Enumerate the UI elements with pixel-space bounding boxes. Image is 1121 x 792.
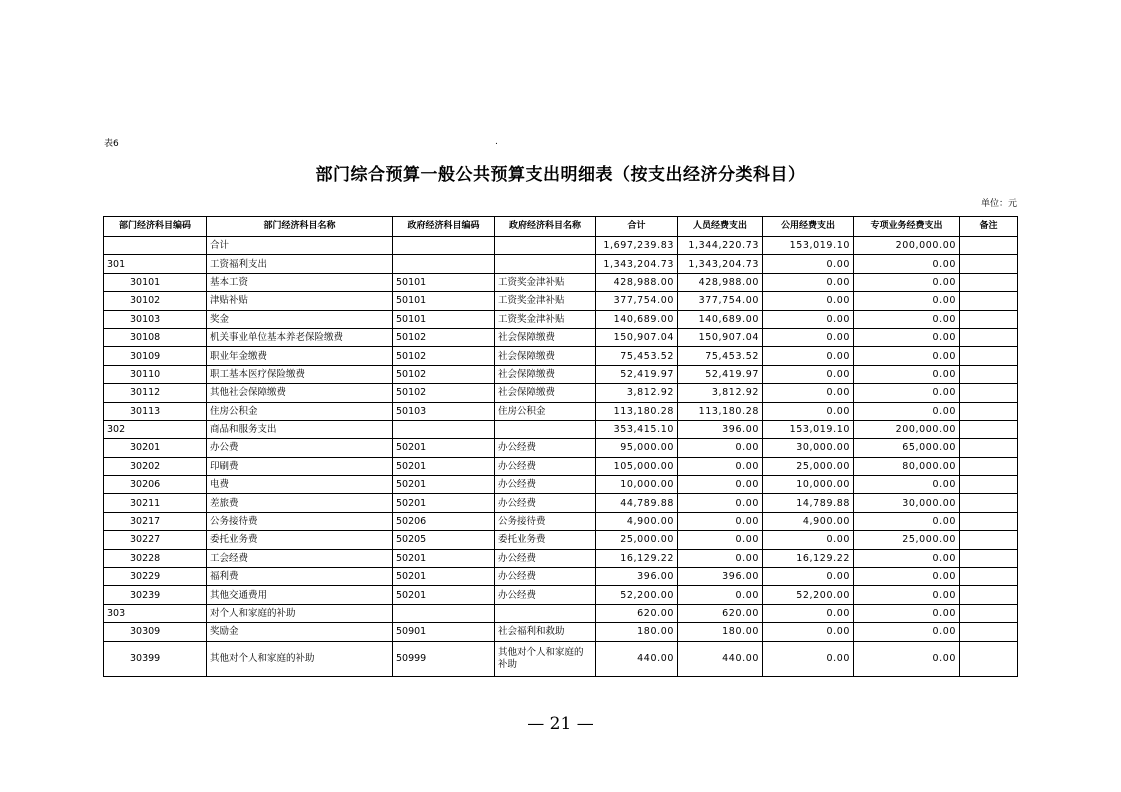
cell-public: 0.00 xyxy=(763,273,854,291)
cell-remarks xyxy=(960,457,1018,475)
cell-dept-code: 301 xyxy=(104,255,207,273)
cell-dept-name: 公务接待费 xyxy=(207,512,393,530)
cell-dept-name: 其他交通费用 xyxy=(207,586,393,604)
table-row xyxy=(104,641,1018,676)
unit-label: 单位：元 xyxy=(980,199,1017,209)
cell-total: 428,988.00 xyxy=(596,273,678,291)
cell-dept-code: 30217 xyxy=(104,512,207,530)
cell-personnel: 428,988.00 xyxy=(678,273,763,291)
table-row xyxy=(104,328,1018,346)
cell-total: 140,689.00 xyxy=(596,310,678,328)
table-row xyxy=(104,494,1018,512)
cell-total: 105,000.00 xyxy=(596,457,678,475)
table-row xyxy=(104,623,1018,641)
cell-dept-code: 30229 xyxy=(104,568,207,586)
cell-gov-code: 50901 xyxy=(393,623,495,641)
cell-special: 0.00 xyxy=(854,568,960,586)
table-row xyxy=(104,237,1018,255)
cell-public: 0.00 xyxy=(763,384,854,402)
cell-gov-code: 50201 xyxy=(393,586,495,604)
cell-public: 153,019.10 xyxy=(763,237,854,255)
cell-personnel: 0.00 xyxy=(678,439,763,457)
cell-dept-name: 工资福利支出 xyxy=(207,255,393,273)
cell-special: 0.00 xyxy=(854,347,960,365)
cell-remarks xyxy=(960,549,1018,567)
cell-public: 30,000.00 xyxy=(763,439,854,457)
cell-special: 0.00 xyxy=(854,255,960,273)
cell-remarks xyxy=(960,402,1018,420)
cell-gov-code: 50102 xyxy=(393,328,495,346)
cell-public: 10,000.00 xyxy=(763,476,854,494)
table-row xyxy=(104,604,1018,622)
cell-dept-code: 30202 xyxy=(104,457,207,475)
cell-total: 95,000.00 xyxy=(596,439,678,457)
cell-gov-name: 办公经费 xyxy=(495,439,596,457)
cell-special: 0.00 xyxy=(854,273,960,291)
cell-dept-code xyxy=(104,237,207,255)
cell-dept-name: 商品和服务支出 xyxy=(207,420,393,438)
header-dept-name: 部门经济科目名称 xyxy=(207,217,393,237)
cell-gov-code: 50205 xyxy=(393,531,495,549)
cell-total: 440.00 xyxy=(596,641,678,676)
cell-gov-code xyxy=(393,237,495,255)
cell-gov-name xyxy=(495,604,596,622)
cell-dept-name: 工会经费 xyxy=(207,549,393,567)
cell-gov-name: 办公经费 xyxy=(495,549,596,567)
cell-dept-code: 30112 xyxy=(104,384,207,402)
cell-total: 1,697,239.83 xyxy=(596,237,678,255)
table-row xyxy=(104,457,1018,475)
cell-public: 0.00 xyxy=(763,568,854,586)
cell-special: 0.00 xyxy=(854,512,960,530)
cell-remarks xyxy=(960,328,1018,346)
cell-remarks xyxy=(960,310,1018,328)
cell-total: 620.00 xyxy=(596,604,678,622)
table-row xyxy=(104,568,1018,586)
header-personnel: 人员经费支出 xyxy=(678,217,763,237)
cell-dept-name: 福利费 xyxy=(207,568,393,586)
cell-public: 0.00 xyxy=(763,531,854,549)
cell-dept-code: 30108 xyxy=(104,328,207,346)
cell-public: 0.00 xyxy=(763,365,854,383)
cell-total: 396.00 xyxy=(596,568,678,586)
cell-gov-name xyxy=(495,237,596,255)
table-row xyxy=(104,402,1018,420)
cell-personnel: 113,180.28 xyxy=(678,402,763,420)
cell-personnel: 1,344,220.73 xyxy=(678,237,763,255)
cell-dept-name: 电费 xyxy=(207,476,393,494)
table-row xyxy=(104,549,1018,567)
cell-gov-code: 50206 xyxy=(393,512,495,530)
cell-public: 153,019.10 xyxy=(763,420,854,438)
cell-gov-code: 50201 xyxy=(393,568,495,586)
cell-personnel: 377,754.00 xyxy=(678,292,763,310)
dot-mark: . xyxy=(495,137,498,147)
cell-dept-name: 奖金 xyxy=(207,310,393,328)
table-header-row xyxy=(104,217,1018,237)
cell-public: 0.00 xyxy=(763,255,854,273)
cell-remarks xyxy=(960,439,1018,457)
cell-gov-name: 委托业务费 xyxy=(495,531,596,549)
cell-dept-name: 津贴补贴 xyxy=(207,292,393,310)
cell-dept-name: 差旅费 xyxy=(207,494,393,512)
cell-special: 0.00 xyxy=(854,365,960,383)
cell-personnel: 0.00 xyxy=(678,494,763,512)
cell-dept-name: 职工基本医疗保险缴费 xyxy=(207,365,393,383)
cell-total: 3,812.92 xyxy=(596,384,678,402)
cell-dept-name: 基本工资 xyxy=(207,273,393,291)
cell-personnel: 0.00 xyxy=(678,512,763,530)
cell-remarks xyxy=(960,586,1018,604)
cell-personnel: 140,689.00 xyxy=(678,310,763,328)
cell-dept-code: 30103 xyxy=(104,310,207,328)
cell-gov-code xyxy=(393,255,495,273)
cell-total: 150,907.04 xyxy=(596,328,678,346)
cell-public: 16,129.22 xyxy=(763,549,854,567)
cell-gov-name: 社会保障缴费 xyxy=(495,347,596,365)
cell-personnel: 396.00 xyxy=(678,420,763,438)
header-dept-code: 部门经济科目编码 xyxy=(104,217,207,237)
cell-special: 0.00 xyxy=(854,586,960,604)
cell-dept-code: 30110 xyxy=(104,365,207,383)
table-row xyxy=(104,292,1018,310)
cell-dept-code: 30102 xyxy=(104,292,207,310)
table-row xyxy=(104,512,1018,530)
cell-personnel: 0.00 xyxy=(678,549,763,567)
cell-gov-code: 50103 xyxy=(393,402,495,420)
table-row xyxy=(104,273,1018,291)
page-number: — 21 — xyxy=(527,714,594,734)
cell-dept-name: 机关事业单位基本养老保险缴费 xyxy=(207,328,393,346)
cell-gov-name: 住房公积金 xyxy=(495,402,596,420)
cell-dept-code: 30309 xyxy=(104,623,207,641)
cell-special: 0.00 xyxy=(854,310,960,328)
cell-special: 0.00 xyxy=(854,623,960,641)
cell-special: 200,000.00 xyxy=(854,420,960,438)
cell-public: 0.00 xyxy=(763,604,854,622)
cell-remarks xyxy=(960,237,1018,255)
cell-dept-name: 奖励金 xyxy=(207,623,393,641)
header-gov-code: 政府经济科目编码 xyxy=(393,217,495,237)
cell-total: 180.00 xyxy=(596,623,678,641)
cell-personnel: 180.00 xyxy=(678,623,763,641)
cell-personnel: 0.00 xyxy=(678,457,763,475)
cell-gov-name: 工资奖金津补贴 xyxy=(495,273,596,291)
cell-personnel: 52,419.97 xyxy=(678,365,763,383)
cell-gov-name: 工资奖金津补贴 xyxy=(495,292,596,310)
cell-public: 14,789.88 xyxy=(763,494,854,512)
cell-dept-name: 其他对个人和家庭的补助 xyxy=(207,641,393,676)
cell-dept-code: 30227 xyxy=(104,531,207,549)
cell-total: 16,129.22 xyxy=(596,549,678,567)
cell-public: 0.00 xyxy=(763,292,854,310)
cell-gov-name xyxy=(495,420,596,438)
header-gov-name: 政府经济科目名称 xyxy=(495,217,596,237)
cell-remarks xyxy=(960,292,1018,310)
cell-special: 80,000.00 xyxy=(854,457,960,475)
cell-remarks xyxy=(960,531,1018,549)
cell-remarks xyxy=(960,623,1018,641)
cell-gov-code: 50101 xyxy=(393,273,495,291)
cell-gov-code: 50102 xyxy=(393,384,495,402)
cell-remarks xyxy=(960,476,1018,494)
cell-personnel: 0.00 xyxy=(678,586,763,604)
cell-personnel: 620.00 xyxy=(678,604,763,622)
cell-special: 0.00 xyxy=(854,641,960,676)
cell-gov-name: 社会保障缴费 xyxy=(495,365,596,383)
cell-special: 0.00 xyxy=(854,476,960,494)
cell-total: 52,419.97 xyxy=(596,365,678,383)
cell-public: 4,900.00 xyxy=(763,512,854,530)
cell-gov-name xyxy=(495,255,596,273)
table-row xyxy=(104,310,1018,328)
cell-personnel: 1,343,204.73 xyxy=(678,255,763,273)
table-number-label: 表6 xyxy=(104,139,119,149)
cell-dept-name: 职业年金缴费 xyxy=(207,347,393,365)
cell-gov-name: 社会保障缴费 xyxy=(495,328,596,346)
cell-gov-name: 其他对个人和家庭的补助 xyxy=(495,641,596,676)
cell-public: 25,000.00 xyxy=(763,457,854,475)
cell-total: 113,180.28 xyxy=(596,402,678,420)
cell-total: 75,453.52 xyxy=(596,347,678,365)
cell-dept-name: 住房公积金 xyxy=(207,402,393,420)
cell-public: 52,200.00 xyxy=(763,586,854,604)
cell-remarks xyxy=(960,420,1018,438)
cell-dept-name: 合计 xyxy=(207,237,393,255)
document-title: 部门综合预算一般公共预算支出明细表（按支出经济分类科目） xyxy=(315,165,806,185)
cell-personnel: 396.00 xyxy=(678,568,763,586)
cell-dept-name: 办公费 xyxy=(207,439,393,457)
cell-dept-name: 对个人和家庭的补助 xyxy=(207,604,393,622)
table-row xyxy=(104,439,1018,457)
cell-personnel: 0.00 xyxy=(678,531,763,549)
table-row xyxy=(104,255,1018,273)
cell-dept-code: 30211 xyxy=(104,494,207,512)
table-row xyxy=(104,347,1018,365)
cell-remarks xyxy=(960,641,1018,676)
cell-gov-name: 办公经费 xyxy=(495,457,596,475)
table-row xyxy=(104,531,1018,549)
cell-gov-code: 50201 xyxy=(393,549,495,567)
table-body xyxy=(104,237,1018,677)
cell-dept-code: 30201 xyxy=(104,439,207,457)
table-row xyxy=(104,420,1018,438)
cell-public: 0.00 xyxy=(763,328,854,346)
table-row xyxy=(104,365,1018,383)
cell-gov-code: 50201 xyxy=(393,476,495,494)
cell-special: 0.00 xyxy=(854,604,960,622)
cell-total: 377,754.00 xyxy=(596,292,678,310)
cell-gov-code xyxy=(393,604,495,622)
cell-total: 353,415.10 xyxy=(596,420,678,438)
cell-gov-code: 50999 xyxy=(393,641,495,676)
cell-special: 65,000.00 xyxy=(854,439,960,457)
cell-remarks xyxy=(960,512,1018,530)
cell-dept-code: 30228 xyxy=(104,549,207,567)
cell-special: 30,000.00 xyxy=(854,494,960,512)
cell-gov-code: 50102 xyxy=(393,365,495,383)
cell-personnel: 75,453.52 xyxy=(678,347,763,365)
cell-personnel: 0.00 xyxy=(678,476,763,494)
cell-gov-code: 50201 xyxy=(393,457,495,475)
cell-dept-code: 30101 xyxy=(104,273,207,291)
cell-gov-code: 50101 xyxy=(393,292,495,310)
cell-gov-code: 50201 xyxy=(393,439,495,457)
table-row xyxy=(104,476,1018,494)
cell-remarks xyxy=(960,384,1018,402)
budget-detail-table xyxy=(103,216,1018,677)
cell-gov-name: 社会福利和救助 xyxy=(495,623,596,641)
cell-special: 25,000.00 xyxy=(854,531,960,549)
cell-personnel: 3,812.92 xyxy=(678,384,763,402)
cell-dept-name: 其他社会保障缴费 xyxy=(207,384,393,402)
cell-special: 0.00 xyxy=(854,384,960,402)
cell-gov-name: 工资奖金津补贴 xyxy=(495,310,596,328)
cell-public: 0.00 xyxy=(763,641,854,676)
cell-gov-name: 办公经费 xyxy=(495,476,596,494)
cell-dept-code: 303 xyxy=(104,604,207,622)
cell-total: 4,900.00 xyxy=(596,512,678,530)
cell-public: 0.00 xyxy=(763,310,854,328)
cell-remarks xyxy=(960,604,1018,622)
cell-dept-code: 30109 xyxy=(104,347,207,365)
cell-special: 0.00 xyxy=(854,549,960,567)
cell-total: 10,000.00 xyxy=(596,476,678,494)
header-special: 专项业务经费支出 xyxy=(854,217,960,237)
table-row xyxy=(104,384,1018,402)
cell-total: 1,343,204.73 xyxy=(596,255,678,273)
header-public: 公用经费支出 xyxy=(763,217,854,237)
cell-gov-name: 办公经费 xyxy=(495,494,596,512)
cell-gov-name: 办公经费 xyxy=(495,568,596,586)
cell-remarks xyxy=(960,494,1018,512)
table-row xyxy=(104,586,1018,604)
cell-personnel: 440.00 xyxy=(678,641,763,676)
cell-dept-code: 30206 xyxy=(104,476,207,494)
cell-gov-name: 公务接待费 xyxy=(495,512,596,530)
cell-gov-code: 50101 xyxy=(393,310,495,328)
cell-dept-code: 30239 xyxy=(104,586,207,604)
cell-special: 0.00 xyxy=(854,328,960,346)
cell-gov-code: 50102 xyxy=(393,347,495,365)
cell-remarks xyxy=(960,273,1018,291)
cell-total: 44,789.88 xyxy=(596,494,678,512)
cell-total: 25,000.00 xyxy=(596,531,678,549)
cell-gov-code: 50201 xyxy=(393,494,495,512)
cell-remarks xyxy=(960,347,1018,365)
cell-personnel: 150,907.04 xyxy=(678,328,763,346)
header-total: 合计 xyxy=(596,217,678,237)
cell-special: 0.00 xyxy=(854,292,960,310)
cell-dept-name: 委托业务费 xyxy=(207,531,393,549)
cell-dept-code: 30399 xyxy=(104,641,207,676)
cell-dept-code: 30113 xyxy=(104,402,207,420)
cell-total: 52,200.00 xyxy=(596,586,678,604)
cell-remarks xyxy=(960,568,1018,586)
cell-special: 200,000.00 xyxy=(854,237,960,255)
cell-dept-name: 印刷费 xyxy=(207,457,393,475)
header-remarks: 备注 xyxy=(960,217,1018,237)
cell-gov-name: 社会保障缴费 xyxy=(495,384,596,402)
cell-public: 0.00 xyxy=(763,347,854,365)
cell-public: 0.00 xyxy=(763,623,854,641)
cell-remarks xyxy=(960,255,1018,273)
cell-public: 0.00 xyxy=(763,402,854,420)
cell-remarks xyxy=(960,365,1018,383)
cell-gov-code xyxy=(393,420,495,438)
cell-gov-name: 办公经费 xyxy=(495,586,596,604)
cell-special: 0.00 xyxy=(854,402,960,420)
cell-dept-code: 302 xyxy=(104,420,207,438)
